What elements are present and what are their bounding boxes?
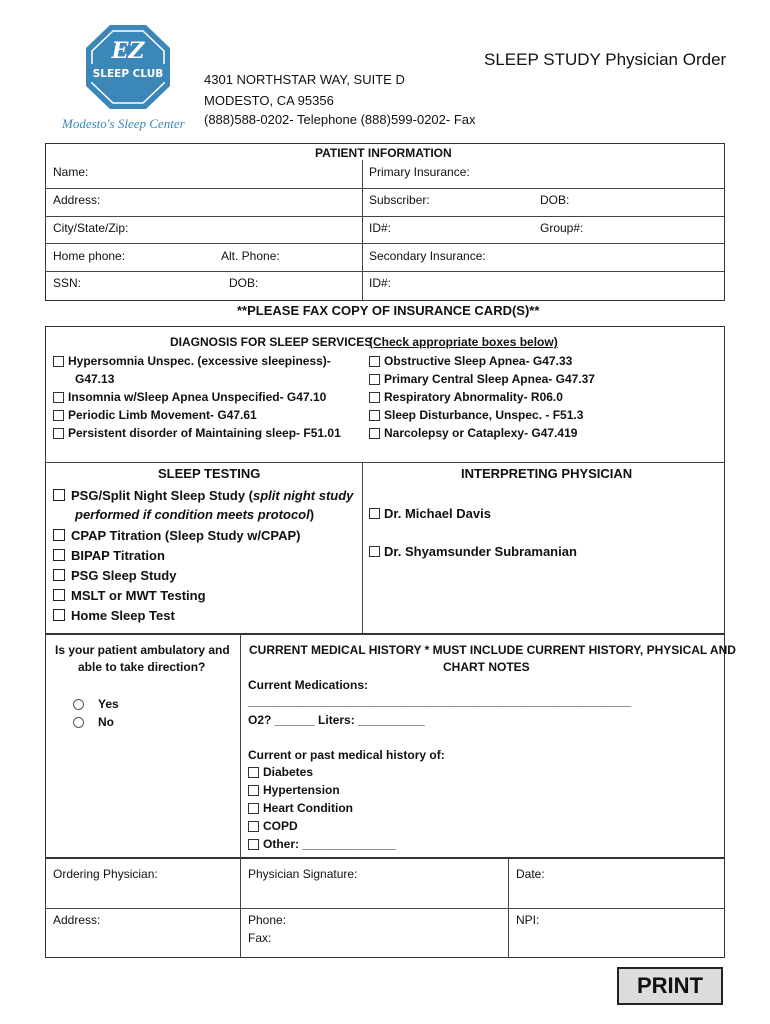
ambulatory-no-option[interactable]: No: [73, 713, 114, 731]
logo-tagline: Modesto's Sleep Center: [62, 116, 185, 131]
physician-option-subramanian[interactable]: Dr. Shyamsunder Subramanian: [369, 541, 577, 561]
logo: [60, 22, 195, 132]
current-medications-field[interactable]: _______________________________________________________________: [248, 694, 631, 708]
radio-button[interactable]: [73, 717, 84, 728]
checkbox[interactable]: [53, 356, 64, 367]
logo-top-text: EZ: [111, 38, 145, 64]
condition-list: [248, 763, 396, 853]
ambulatory-yes-option[interactable]: Yes: [73, 695, 119, 713]
test-option[interactable]: MSLT or MWT Testing: [53, 585, 353, 605]
test-option-psg-split[interactable]: PSG/Split Night Sleep Study ( split night study: [53, 485, 353, 505]
checkbox[interactable]: [248, 767, 259, 778]
checkbox[interactable]: [369, 356, 380, 367]
primary-insurance-label[interactable]: Primary Insurance:: [369, 165, 470, 179]
physician-signature-label[interactable]: Physician Signature:: [248, 867, 358, 881]
ssn-label[interactable]: SSN:: [53, 276, 82, 290]
test-option[interactable]: CPAP Titration (Sleep Study w/CPAP): [53, 525, 353, 545]
condition-option[interactable]: Diabetes: [248, 763, 396, 781]
checkbox[interactable]: [369, 508, 380, 519]
patient-info-heading: PATIENT INFORMATION: [315, 146, 452, 160]
patient-dob-label[interactable]: DOB:: [229, 276, 259, 290]
checkbox[interactable]: [53, 428, 64, 439]
test-option[interactable]: Home Sleep Test: [53, 605, 353, 625]
diagnosis-option[interactable]: Insomnia w/Sleep Apnea Unspecified- G47.10: [53, 388, 341, 406]
checkbox[interactable]: [53, 392, 64, 403]
subscriber-dob-label[interactable]: DOB:: [540, 193, 570, 207]
sleep-testing-list: [53, 485, 353, 625]
diagnosis-heading: DIAGNOSIS FOR SLEEP SERVICES: [170, 335, 373, 349]
print-button[interactable]: PRINT: [617, 967, 723, 1005]
diagnosis-option[interactable]: Narcolepsy or Cataplexy- G47.419: [369, 424, 595, 442]
o2-liters-field[interactable]: O2? ______ Liters: __________: [248, 713, 425, 727]
checkbox[interactable]: [53, 410, 64, 421]
test-option-psg-split-cont: performed if condition meets protocol): [75, 507, 315, 522]
checkbox[interactable]: [369, 428, 380, 439]
city-state-zip-label[interactable]: City/State/Zip:: [53, 221, 129, 235]
ambulatory-question-cont: able to take direction?: [78, 660, 206, 674]
logo-name: SLEEP CLUB: [92, 68, 164, 80]
test-option[interactable]: BIPAP Titration: [53, 545, 353, 565]
interpreting-physician-heading: INTERPRETING PHYSICIAN: [461, 466, 633, 481]
diagnosis-option[interactable]: Obstructive Sleep Apnea- G47.33: [369, 352, 595, 370]
physician-fax-label[interactable]: Fax:: [248, 931, 272, 945]
checkbox[interactable]: [53, 589, 65, 601]
patient-name-label[interactable]: Name:: [53, 165, 89, 179]
checkbox[interactable]: [53, 549, 65, 561]
clinic-address-line1: 4301 NORTHSTAR WAY, SUITE D: [204, 72, 405, 87]
condition-option[interactable]: Hypertension: [248, 781, 396, 799]
checkbox[interactable]: [248, 839, 259, 850]
physician-option-davis[interactable]: Dr. Michael Davis: [369, 503, 491, 523]
diagnosis-option[interactable]: Sleep Disturbance, Unspec. - F51.3: [369, 406, 595, 424]
checkbox[interactable]: [369, 410, 380, 421]
diagnosis-option-code: G47.13: [75, 372, 115, 386]
npi-label[interactable]: NPI:: [516, 913, 540, 927]
condition-option[interactable]: COPD: [248, 817, 396, 835]
checkbox[interactable]: [369, 374, 380, 385]
patient-address-label[interactable]: Address:: [53, 193, 101, 207]
checkbox[interactable]: [53, 489, 65, 501]
insurance-id-label[interactable]: ID#:: [369, 221, 392, 235]
checkbox[interactable]: [369, 546, 380, 557]
checkbox[interactable]: [53, 609, 65, 621]
fax-insurance-notice: **PLEASE FAX COPY OF INSURANCE CARD(S)**: [237, 303, 540, 318]
condition-option[interactable]: Heart Condition: [248, 799, 396, 817]
ambulatory-question: Is your patient ambulatory and: [55, 643, 230, 657]
subscriber-label[interactable]: Subscriber:: [369, 193, 430, 207]
alt-phone-label[interactable]: Alt. Phone:: [221, 249, 280, 263]
medical-history-heading: CURRENT MEDICAL HISTORY * MUST INCLUDE CURRENT HISTORY, PHYSICAL AND: [249, 643, 736, 657]
condition-option[interactable]: Other: ______________: [248, 835, 396, 853]
checkbox[interactable]: [53, 529, 65, 541]
clinic-address-line2: MODESTO, CA 95356: [204, 93, 334, 108]
checkbox[interactable]: [53, 569, 65, 581]
current-medications-label: Current Medications:: [248, 678, 369, 692]
radio-button[interactable]: [73, 699, 84, 710]
ordering-physician-label[interactable]: Ordering Physician:: [53, 867, 158, 881]
diagnosis-option[interactable]: Periodic Limb Movement- G47.61: [53, 406, 341, 424]
secondary-insurance-label[interactable]: Secondary Insurance:: [369, 249, 486, 263]
test-option[interactable]: PSG Sleep Study: [53, 565, 353, 585]
physician-phone-label[interactable]: Phone:: [248, 913, 287, 927]
diagnosis-instruction: (Check appropriate boxes below): [369, 335, 558, 349]
clinic-phone: (888)588-0202- Telephone (888)599-0202- Fax: [204, 112, 476, 127]
group-number-label[interactable]: Group#:: [540, 221, 584, 235]
home-phone-label[interactable]: Home phone:: [53, 249, 126, 263]
diagnosis-option[interactable]: Hypersomnia Unspec. (excessive sleepiness)-: [53, 352, 341, 370]
diagnosis-option[interactable]: Respiratory Abnormality- R06.0: [369, 388, 595, 406]
checkbox[interactable]: [248, 821, 259, 832]
checkbox[interactable]: [248, 785, 259, 796]
diagnosis-left-list: [53, 352, 341, 442]
medical-history-heading-cont: CHART NOTES: [443, 660, 530, 674]
diagnosis-right-list: [369, 352, 595, 442]
past-history-label: Current or past medical history of:: [248, 748, 445, 762]
diagnosis-option[interactable]: Persistent disorder of Maintaining sleep- F51.01: [53, 424, 341, 442]
diagnosis-option[interactable]: Primary Central Sleep Apnea- G47.37: [369, 370, 595, 388]
checkbox[interactable]: [248, 803, 259, 814]
checkbox[interactable]: [369, 392, 380, 403]
date-label[interactable]: Date:: [516, 867, 545, 881]
sleep-testing-heading: SLEEP TESTING: [158, 466, 261, 481]
form-title: SLEEP STUDY Physician Order: [484, 50, 727, 69]
physician-address-label[interactable]: Address:: [53, 913, 101, 927]
secondary-id-label[interactable]: ID#:: [369, 276, 392, 290]
